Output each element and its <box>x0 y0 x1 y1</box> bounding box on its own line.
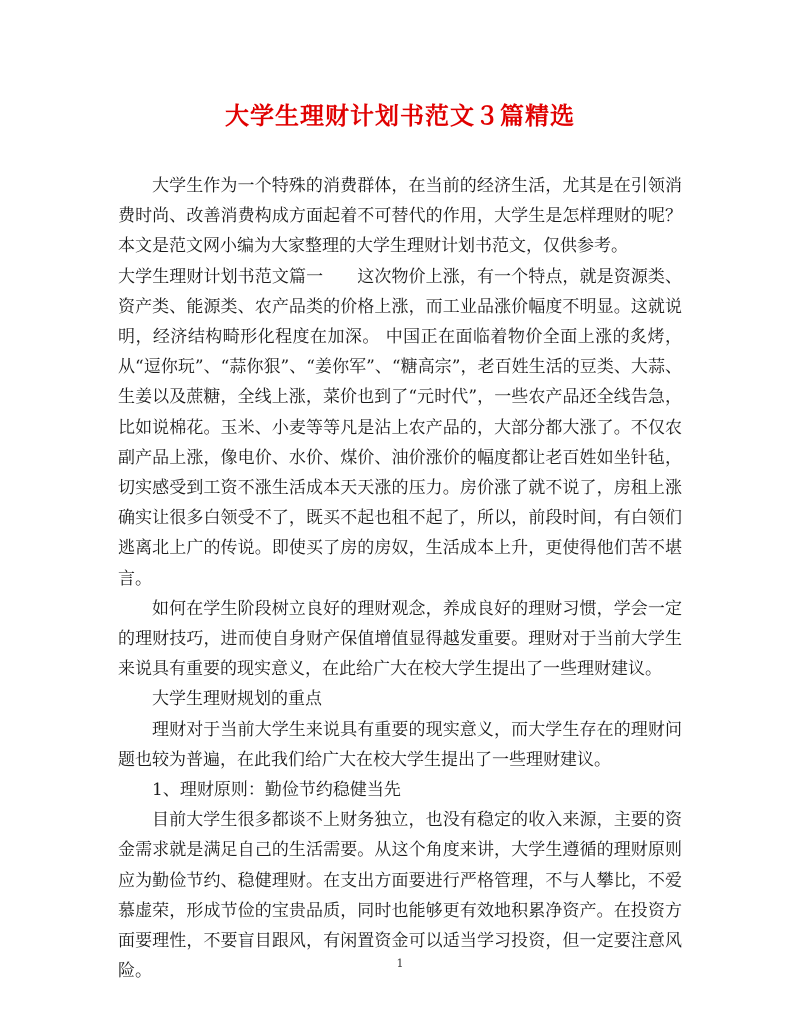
document-body <box>118 171 682 986</box>
subheading-principle: 1、理财原则：勤俭节约稳健当先 <box>152 780 401 801</box>
page-number: 1 <box>396 957 404 970</box>
paragraph-4: 理财对于当前大学生来说具有重要的现实意义，而大学生存在的理财问题也较为普遍，在此我们给广大在校大学生提出了一些理财建议。 <box>118 719 682 770</box>
paragraph-6: 目前大学生很多都谈不上财务独立，也没有稳定的收入来源，主要的资金需求就是满足自己的生活需要。从这个角度来讲，大学生遵循的理财原则应为勤俭节约、稳健理财。在支出方面要进行严格管理，不与人攀比，不爱慕虚荣，形成节俭的宝贵品质，同时也能够更有效地积累净资产。在投资方面要理性，不要盲目跟风，有闲置资金可以适当学习投资，但一定要注意风险。 <box>118 810 682 982</box>
intro-paragraph: 大学生作为一个特殊的消费群体，在当前的经济生活，尤其是在引领消费时尚、改善消费构成方面起着不可替代的作用，大学生是怎样理财的呢？本文是范文网小编为大家整理的大学生理财计划书范文，仅供参考。 <box>118 176 682 257</box>
section1-text: 这次物价上涨，有一个特点，就是资源类、资产类、能源类、农产品类的价格上涨，而工业品涨价幅度不明显。这就说明，经济结构畸形化程度在加深。 中国正在面临着物价全面上涨的炙烤，从“逗你玩”、“蒜你狠”、“姜你军”、“糖高宗”，老百姓生活的豆类、大蒜、生姜以及蔗糖，全线上涨，菜价也到了“元时代”，一些农产品还全线告急，比如说棉花。玉米、小麦等等凡是沾上农产品的，大部分都大涨了。不仅农副产品上涨，像电价、水价、煤价、油价涨价的幅度都让老百姓如坐针毡，切实感受到工资不涨生活成本天天涨的压力。房价涨了就不说了，房租上涨确实让很多白领受不了，既买不起也租不起了，所以，前段时间，有白领们逃离北上广的传说。即使买了房的房奴，生活成本上升，更使得他们苦不堪言。 <box>118 266 683 589</box>
section1-heading: 大学生理财计划书范文篇一 <box>118 266 324 287</box>
document-title: 大学生理财计划书范文３篇精选 <box>225 101 575 130</box>
paragraph-2: 如何在学生阶段树立良好的理财观念，养成良好的理财习惯，学会一定的理财技巧，进而使自身财产保值增值显得越发重要。理财对于当前大学生来说具有重要的现实意义，在此给广大在校大学生提出了一些理财建议。 <box>118 598 682 680</box>
section1-paragraph <box>118 262 682 594</box>
subheading-key-points: 大学生理财规划的重点 <box>152 689 322 710</box>
